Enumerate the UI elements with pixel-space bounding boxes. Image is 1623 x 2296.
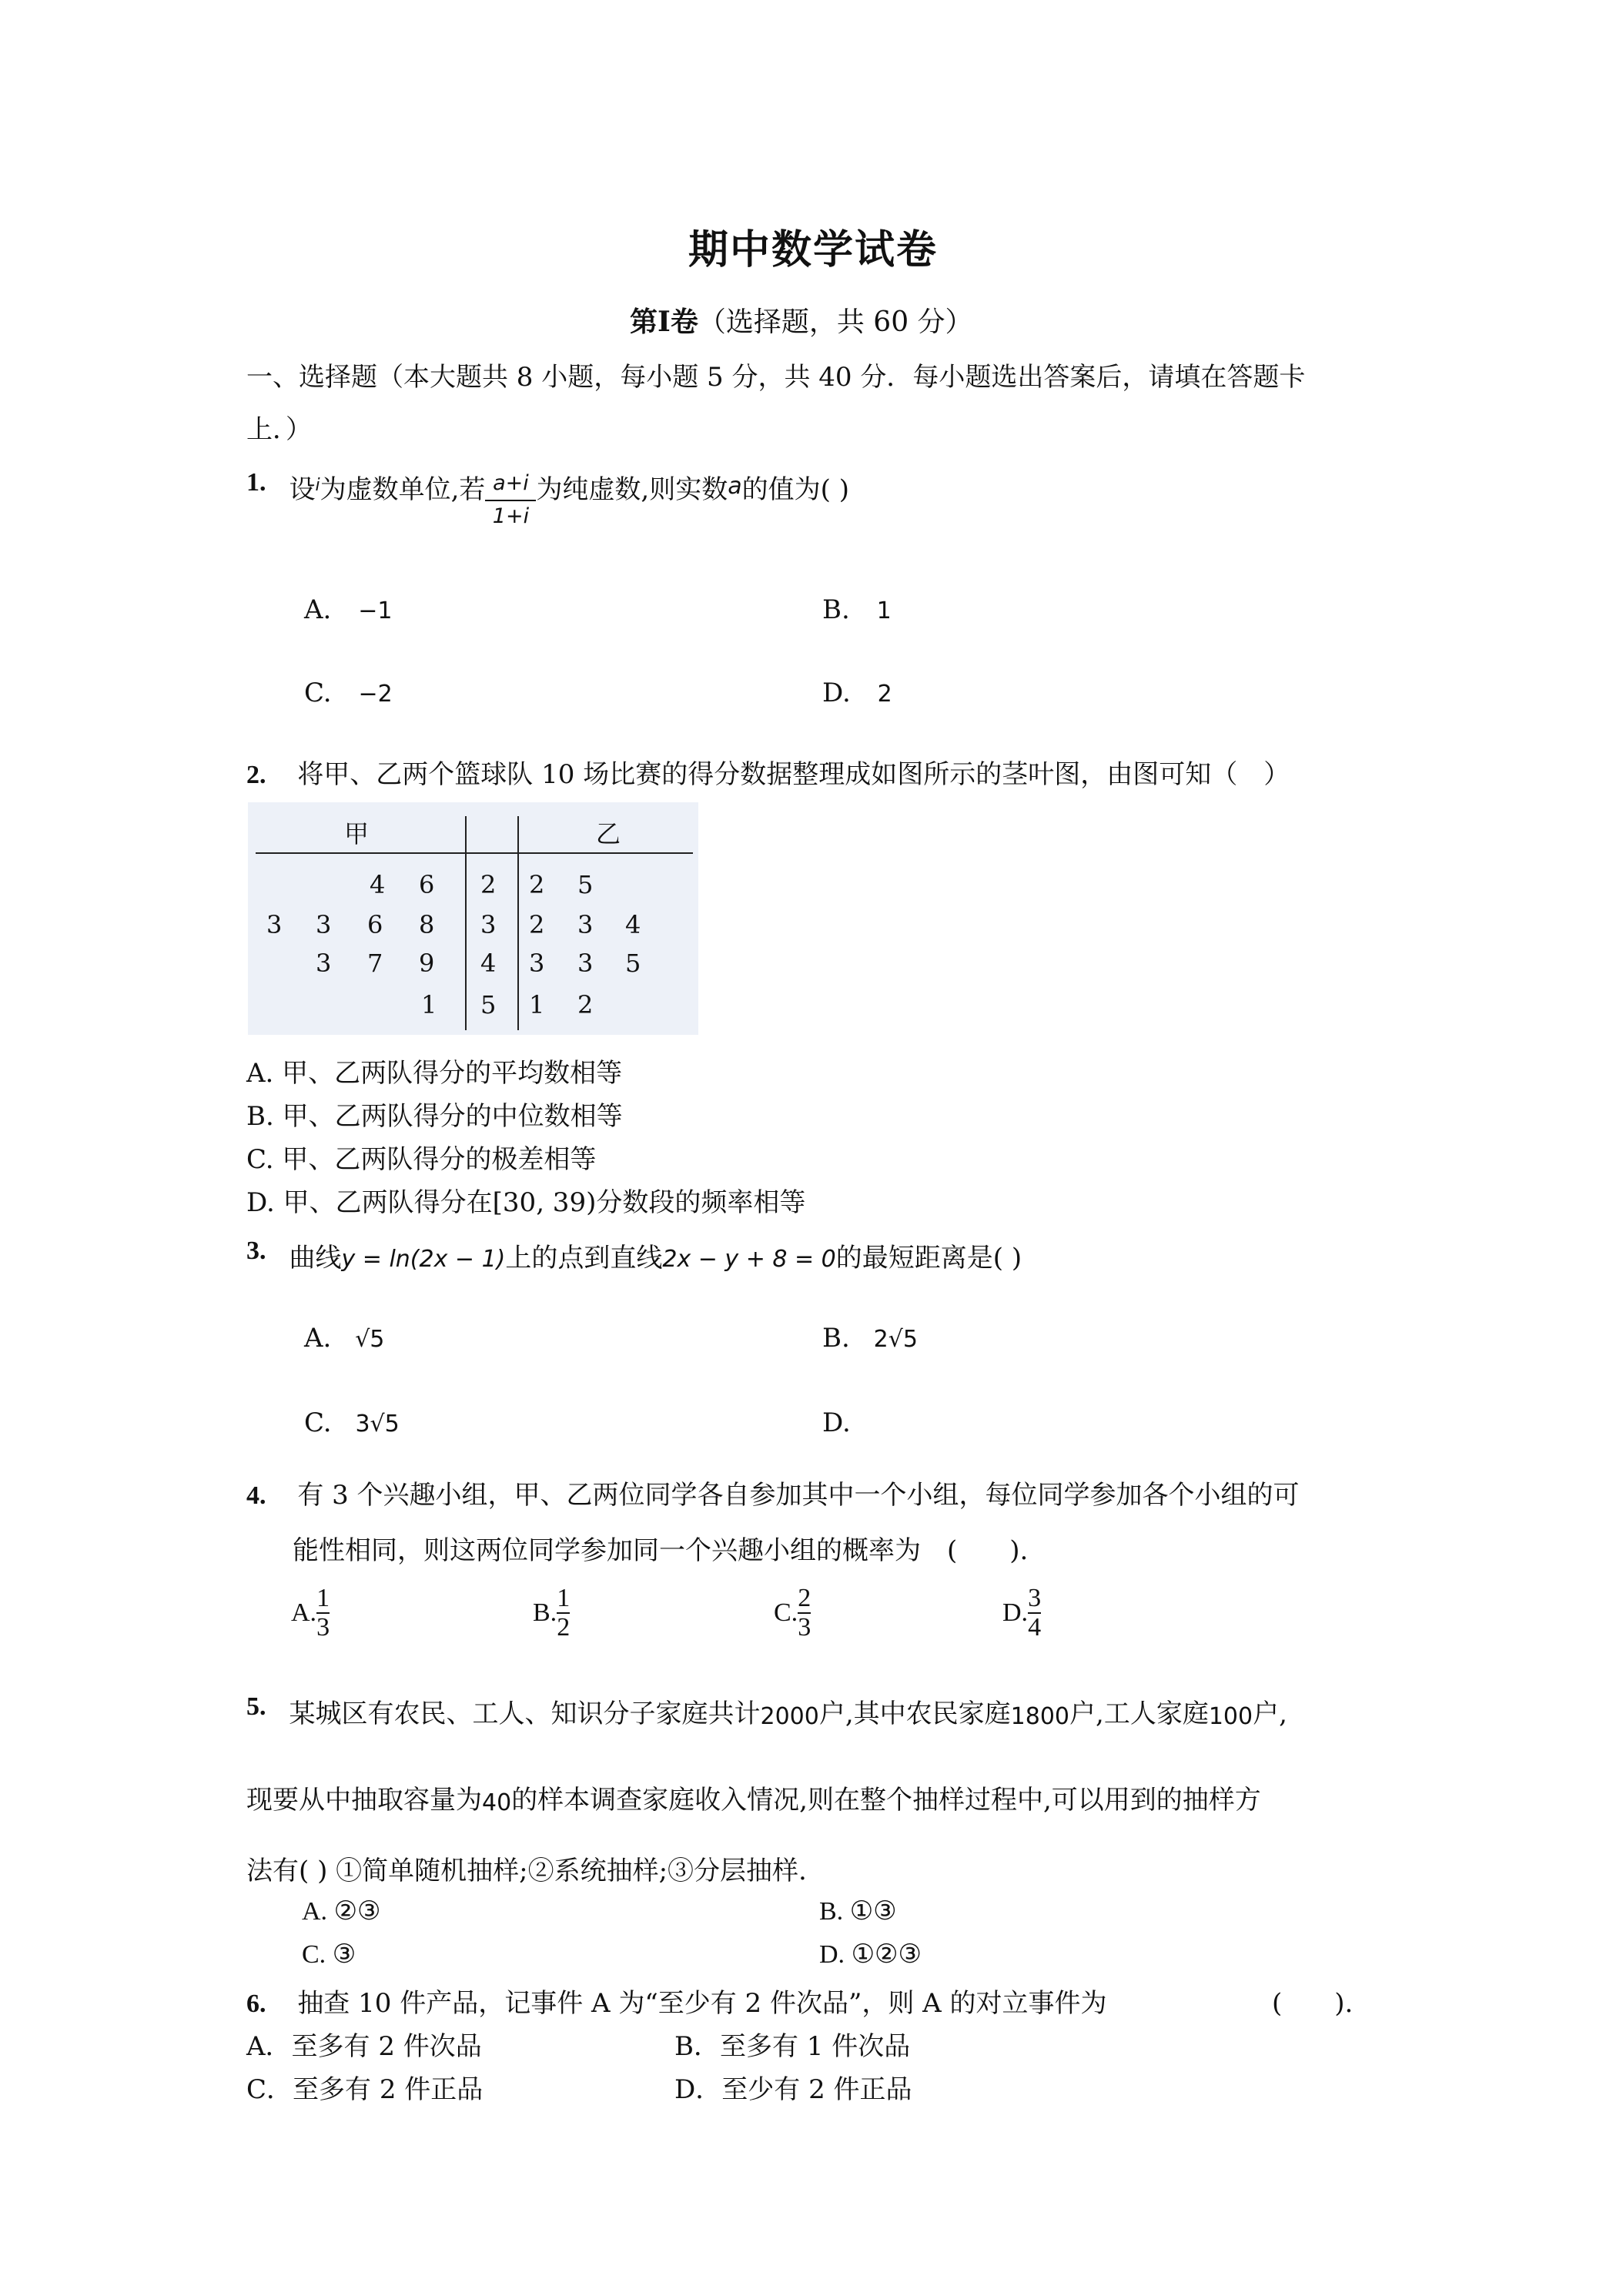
fraction-numerator: 3 bbox=[1028, 1584, 1042, 1612]
instructions-line-2: 上．） bbox=[246, 414, 312, 445]
option-label: C. bbox=[304, 678, 332, 708]
option-value: ②③ bbox=[333, 1897, 381, 1926]
leaf: 8 bbox=[419, 910, 435, 939]
leaf: 7 bbox=[367, 949, 383, 978]
q3-option-c[interactable] bbox=[304, 1407, 400, 1438]
leaf: 2 bbox=[529, 870, 545, 899]
option-label: B. bbox=[819, 1897, 844, 1926]
q2-option-b[interactable]: B. 甲、乙两队得分的中位数相等 bbox=[246, 1101, 623, 1132]
option-value: ①②③ bbox=[851, 1940, 922, 1969]
option-label: C. bbox=[774, 1598, 798, 1627]
q6-option-b[interactable]: B．至多有 1 件次品 bbox=[674, 2031, 911, 2062]
question-4 bbox=[246, 1474, 1300, 1511]
leaf: 3 bbox=[266, 910, 283, 939]
question-1-text-d: 的值为( ) bbox=[741, 474, 849, 505]
question-4-line-1: 有 3 个兴趣小组，甲、乙两位同学各自参加其中一个小组，每位同学参加各个小组的可 bbox=[297, 1480, 1300, 1511]
page-title: 期中数学试卷 bbox=[688, 226, 939, 273]
q2-option-c[interactable]: C. 甲、乙两队得分的极差相等 bbox=[246, 1144, 597, 1175]
fraction-numerator: a+i bbox=[493, 471, 529, 495]
q4-option-c[interactable] bbox=[774, 1585, 811, 1641]
option-label: D. bbox=[819, 1940, 845, 1969]
leaf: 6 bbox=[367, 910, 383, 939]
section-detail: （选择题，共 60 分） bbox=[698, 306, 973, 338]
header-yi: 乙 bbox=[596, 819, 621, 848]
q4-option-d[interactable] bbox=[1002, 1585, 1041, 1641]
q3-option-b[interactable] bbox=[822, 1323, 918, 1354]
q1-option-b[interactable] bbox=[822, 594, 892, 625]
q4-option-b[interactable] bbox=[533, 1585, 570, 1641]
stem: 3 bbox=[480, 910, 497, 939]
var-a: a bbox=[728, 473, 742, 500]
question-5-text-c: 户,工人家庭 bbox=[1069, 1699, 1209, 1729]
q6-option-d[interactable]: D．至少有 2 件正品 bbox=[674, 2074, 912, 2105]
option-label: C. bbox=[304, 1407, 332, 1438]
question-2 bbox=[246, 753, 1290, 791]
question-5-text-d: 户, bbox=[1253, 1699, 1287, 1729]
leaf: 3 bbox=[316, 949, 332, 978]
q5-option-c[interactable] bbox=[302, 1939, 356, 1970]
leaf: 3 bbox=[529, 949, 545, 978]
option-value: √5 bbox=[355, 1326, 385, 1353]
q6-option-a[interactable]: A．至多有 2 件次品 bbox=[246, 2031, 482, 2062]
leaf: 2 bbox=[577, 990, 594, 1019]
stem: 4 bbox=[480, 949, 497, 978]
value-1800: 1800 bbox=[1010, 1703, 1070, 1730]
option-label: B. bbox=[533, 1598, 557, 1627]
question-1-number: 1. bbox=[246, 468, 266, 497]
question-5-line-2-b: 的样本调查家庭收入情况,则在整个抽样过程中,可以用到的抽样方 bbox=[511, 1785, 1261, 1816]
leaf: 2 bbox=[529, 910, 545, 939]
leaf: 4 bbox=[625, 910, 641, 939]
question-1 bbox=[246, 468, 849, 528]
question-4-line-2: 能性相同，则这两位同学参加同一个兴趣小组的概率为 ( ). bbox=[293, 1535, 1029, 1566]
question-6-number: 6. bbox=[246, 1990, 266, 2018]
q1-option-c[interactable] bbox=[304, 678, 393, 708]
question-3-text-b: 上的点到直线 bbox=[505, 1243, 663, 1274]
option-fraction bbox=[798, 1585, 811, 1641]
option-value: 2 bbox=[877, 681, 892, 708]
option-value: ③ bbox=[332, 1940, 356, 1969]
option-value: −1 bbox=[358, 597, 393, 624]
option-value: 1 bbox=[876, 597, 892, 624]
option-fraction bbox=[316, 1585, 330, 1641]
question-1-text-b: 为虚数单位,若 bbox=[320, 474, 486, 505]
q5-option-b[interactable] bbox=[819, 1896, 897, 1926]
q3-option-d[interactable] bbox=[822, 1407, 866, 1438]
question-6-text: 抽查 10 件产品，记事件 A 为“至少有 2 件次品”，则 A 的对立事件为 bbox=[297, 1988, 1107, 2019]
stem-leaf-plot bbox=[248, 802, 698, 1035]
option-fraction bbox=[557, 1585, 570, 1641]
value-40: 40 bbox=[482, 1789, 512, 1816]
stem: 5 bbox=[480, 990, 497, 1019]
section-heading bbox=[630, 300, 973, 340]
option-label: A. bbox=[291, 1598, 317, 1627]
question-5-line-2-a: 现要从中抽取容量为 bbox=[246, 1785, 482, 1816]
option-label: A. bbox=[302, 1897, 328, 1926]
question-6 bbox=[246, 1982, 1107, 2020]
leaf: 3 bbox=[577, 949, 594, 978]
value-2000: 2000 bbox=[760, 1703, 819, 1730]
q6-option-c[interactable]: C．至多有 2 件正品 bbox=[246, 2074, 484, 2105]
leaf: 6 bbox=[419, 870, 435, 899]
leaf: 3 bbox=[316, 910, 332, 939]
fraction-denominator: 3 bbox=[798, 1612, 812, 1642]
option-value: 3√5 bbox=[355, 1411, 400, 1438]
fraction-numerator: 1 bbox=[316, 1584, 330, 1612]
q2-option-a[interactable]: A. 甲、乙两队得分的平均数相等 bbox=[246, 1058, 623, 1089]
fraction-bar bbox=[485, 500, 536, 501]
q5-option-a[interactable] bbox=[302, 1896, 381, 1926]
question-5-line-2 bbox=[246, 1779, 1261, 1816]
question-5-number: 5. bbox=[246, 1692, 266, 1721]
q1-option-d[interactable] bbox=[822, 678, 892, 708]
question-5-text-a: 某城区有农民、工人、知识分子家庭共计 bbox=[289, 1699, 761, 1729]
option-label: B. bbox=[822, 1323, 850, 1354]
line-equation: 2x − y + 8 = 0 bbox=[662, 1246, 836, 1273]
instructions-line-1: 一、选择题（本大题共 8 小题，每小题 5 分，共 40 分．每小题选出答案后，请填在答题卡 bbox=[246, 362, 1306, 393]
q3-option-a[interactable] bbox=[304, 1323, 384, 1354]
leaf: 5 bbox=[577, 870, 594, 899]
question-3-text-c: 的最短距离是( ) bbox=[835, 1243, 1022, 1274]
q4-option-a[interactable] bbox=[291, 1585, 330, 1641]
option-label: D. bbox=[1002, 1598, 1029, 1627]
header-jia: 甲 bbox=[344, 819, 370, 848]
option-label: B. bbox=[822, 594, 850, 625]
question-3 bbox=[246, 1237, 1022, 1274]
fraction-numerator: 1 bbox=[557, 1584, 571, 1612]
question-3-number: 3. bbox=[246, 1237, 266, 1265]
question-2-number: 2. bbox=[246, 761, 266, 789]
leaf: 4 bbox=[370, 870, 386, 899]
question-1-text-a: 设 bbox=[289, 474, 316, 505]
question-6-paren: ( ). bbox=[1272, 1988, 1354, 2019]
option-fraction bbox=[1028, 1585, 1041, 1641]
question-1-text-c: 为纯虚数,则实数 bbox=[536, 474, 728, 505]
q1-option-a[interactable] bbox=[304, 594, 392, 625]
question-5 bbox=[246, 1692, 1287, 1730]
var-i: i bbox=[315, 476, 320, 495]
fraction-numerator: 2 bbox=[798, 1584, 812, 1612]
leaf: 1 bbox=[529, 990, 545, 1019]
fraction-denominator: 4 bbox=[1028, 1612, 1042, 1642]
option-label: A. bbox=[304, 594, 332, 625]
leaf: 9 bbox=[419, 949, 435, 978]
fraction-denominator: 2 bbox=[557, 1612, 571, 1642]
option-label: C. bbox=[302, 1940, 326, 1969]
question-5-text-b: 户,其中农民家庭 bbox=[818, 1699, 1011, 1729]
option-value: −2 bbox=[358, 681, 393, 708]
question-2-text: 将甲、乙两个篮球队 10 场比赛的得分数据整理成如图所示的茎叶图，由图可知（ ） bbox=[297, 759, 1290, 790]
option-value: ①③ bbox=[849, 1897, 897, 1926]
leaf: 5 bbox=[625, 949, 641, 978]
fraction-denominator: 3 bbox=[316, 1612, 330, 1642]
option-label: D. bbox=[822, 1407, 851, 1438]
curve-equation: y = ln(2x − 1) bbox=[341, 1246, 506, 1273]
leaf: 1 bbox=[421, 990, 437, 1019]
q5-option-d[interactable] bbox=[819, 1939, 922, 1970]
option-label: A. bbox=[304, 1323, 332, 1354]
question-4-number: 4. bbox=[246, 1481, 266, 1510]
question-3-text-a: 曲线 bbox=[289, 1243, 342, 1274]
fraction-a-plus-i bbox=[485, 471, 536, 528]
option-label: D. bbox=[822, 678, 851, 708]
question-5-line-3: 法有( ) ①简单随机抽样;②系统抽样;③分层抽样. bbox=[246, 1856, 807, 1886]
leaf: 3 bbox=[577, 910, 594, 939]
q2-option-d[interactable]: D. 甲、乙两队得分在[30, 39)分数段的频率相等 bbox=[246, 1187, 806, 1218]
section-label: 第Ⅰ卷 bbox=[630, 306, 698, 338]
option-value: 2√5 bbox=[873, 1326, 918, 1353]
value-100: 100 bbox=[1208, 1703, 1253, 1730]
stem: 2 bbox=[480, 870, 497, 899]
fraction-denominator: 1+i bbox=[492, 504, 530, 528]
